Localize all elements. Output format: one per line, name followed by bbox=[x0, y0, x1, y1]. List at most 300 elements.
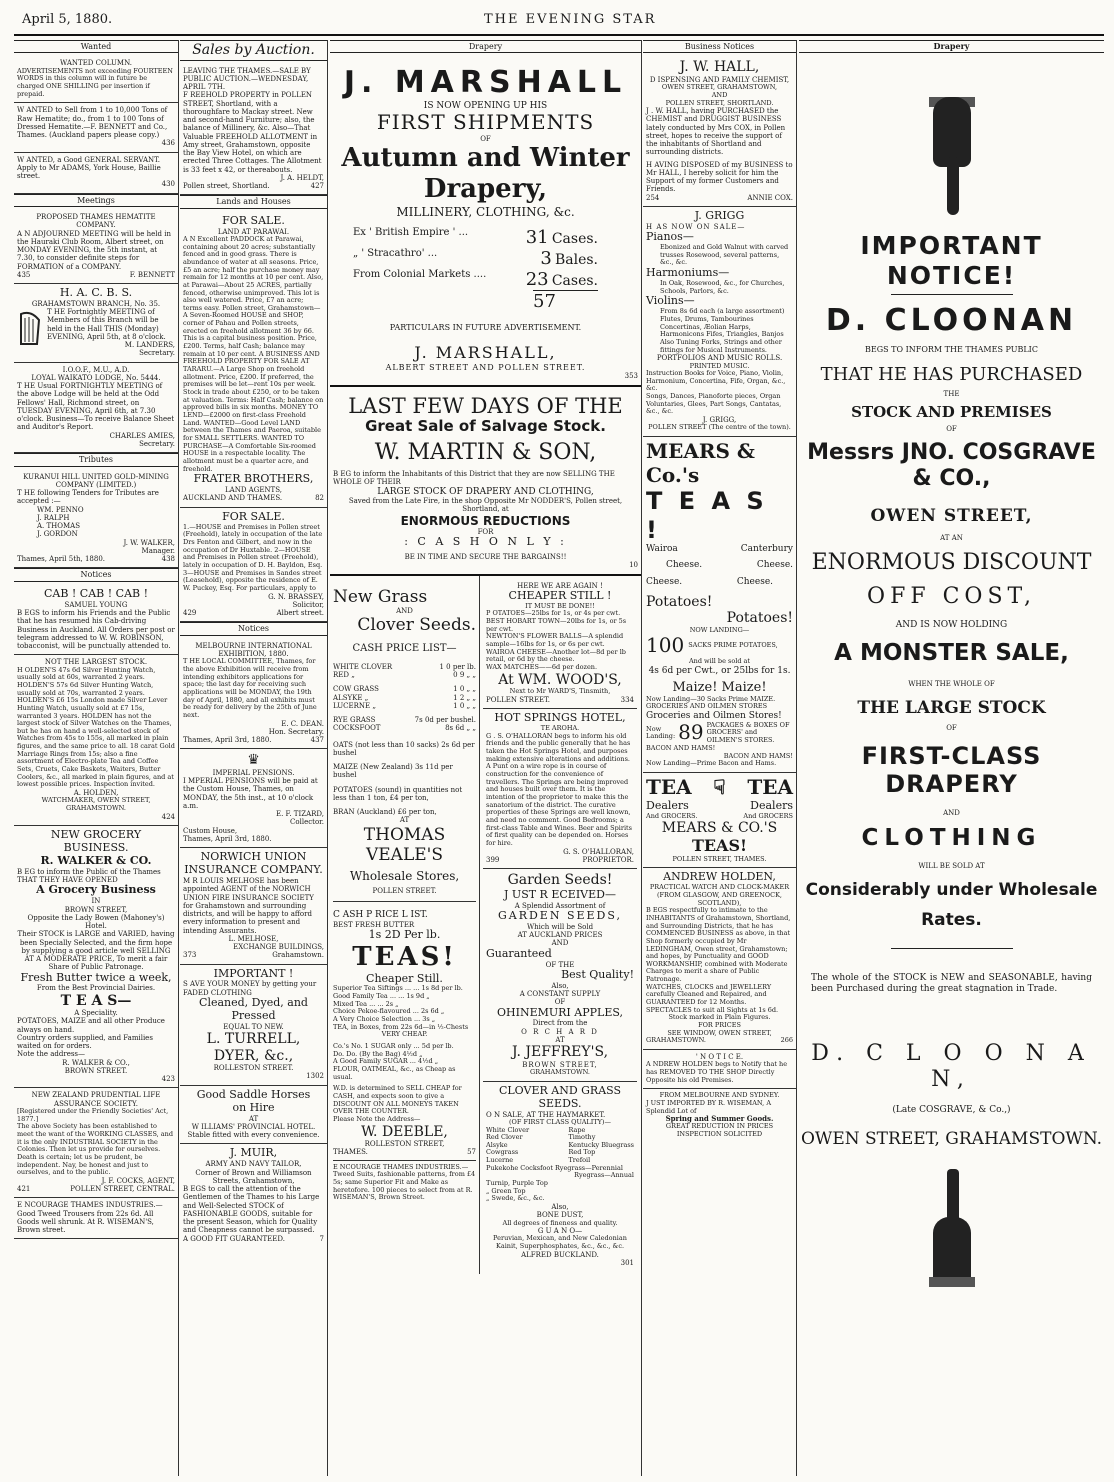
section-header-business: Business Notices bbox=[643, 40, 796, 53]
section-header-auction: Sales by Auction. bbox=[180, 40, 327, 61]
ad-text: ADVERTISEMENTS not exceeding FOURTEEN WORDS in this column will in future be charged ONE SHILLING per insertion if prepaid. bbox=[17, 66, 173, 98]
ad-text: The above Society has been established to meet the want of the WORKING CLASSES, and it is the only INDUSTRIAL SOCIETY in the Colonies. Then let us provide for ourselves. Death is certain; let us be prudent, be independent. Nay, be honest and just to ourselves, and to the public. bbox=[17, 1122, 174, 1177]
ad-title: J. GRIGG bbox=[694, 208, 745, 222]
ad-text: Songs, Dances, Pianoforte pieces, Organ Voluntaries, Glees, Part Songs, Cantatas, &c., &c. bbox=[646, 392, 782, 416]
ad-title: I.O.O.F., M.U., A.D. bbox=[62, 365, 130, 374]
ad-veale-seeds bbox=[330, 576, 480, 1275]
ad-address: BROWN STREET, bbox=[522, 1060, 598, 1069]
ad-text: H AVING DISPOSED of my BUSINESS to Mr HALL, I hereby solicit for him the Support of my former Customers and Friends. bbox=[646, 160, 793, 194]
section-header-drapery: Drapery bbox=[330, 40, 641, 53]
ad-address: POLLEN STREET. bbox=[486, 695, 551, 704]
ad-signature: ANNIE COX. bbox=[747, 193, 793, 202]
ad-text: A Splendid Assortment of bbox=[514, 901, 606, 910]
ad-title: HERE WE ARE AGAIN ! bbox=[517, 581, 603, 590]
ad-subtitle: R. WALKER & CO. bbox=[40, 853, 152, 867]
ad-text: OF bbox=[480, 135, 491, 144]
list-item: Alsyke bbox=[486, 1140, 508, 1149]
list-value: 1 0 „ „ bbox=[453, 701, 476, 710]
list-item: Red Clover bbox=[486, 1133, 523, 1142]
ad-text: Cheese. bbox=[756, 560, 793, 571]
list-unit: Bales. bbox=[554, 252, 598, 269]
ad-text: F REEHOLD PROPERTY in POLLEN STREET, Shortland, with a thoroughfare to Mackay street. New and second-hand Furniture; also, the balance of Millinery, &c. Also—That Valuable FREEHOLD ALLOTMENT in Amy street, Grahamstown, opposite the Bay View Hotel, on which are erected Three Cottages. The Allotment is 33 feet x 42, or thereabouts. bbox=[183, 91, 322, 174]
ad-text: Now Landing—30 Sacks Prime MAIZE. bbox=[646, 694, 776, 703]
ad-subtitle: GRAHAMSTOWN BRANCH, No. 35. bbox=[31, 299, 161, 308]
ad-text: PACKAGES & BOXES OF GROCERS' and OILMEN'S STORES. bbox=[706, 720, 790, 745]
ad-number: 353 bbox=[624, 372, 638, 381]
ad-text: AND bbox=[943, 808, 960, 817]
ad-signature: E. C. DEAN. bbox=[281, 719, 324, 728]
ad-address: BROWN STREET. bbox=[64, 1066, 128, 1075]
ad-signature: ALFRED BUCKLAND. bbox=[521, 1250, 599, 1259]
ad-number: 423 bbox=[161, 1075, 175, 1084]
list-item: Kentucky Bluegrass bbox=[568, 1140, 634, 1149]
ad-heading: Pianos— bbox=[646, 230, 694, 244]
ad-text: AND bbox=[551, 939, 569, 948]
ad-text: EQUAL TO NEW. bbox=[223, 1022, 284, 1031]
list-item: Pukekohe Cocksfoot Ryegrass—Perennial bbox=[486, 1163, 623, 1172]
ad-text: BE IN TIME AND SECURE THE BARGAINS!! bbox=[404, 553, 567, 562]
ad-text: (FROM GLASGOW, AND GREENOCK, SCOTLAND), bbox=[657, 890, 782, 907]
ad-subtitle: CASH PRICE LIST— bbox=[352, 642, 457, 654]
ad-heading: Guaranteed bbox=[486, 946, 552, 960]
list-item: WM. PENNO bbox=[37, 505, 84, 514]
ad-text: B EGS to inform his Friends and the Public that he has resumed his Cab-driving Business in Auckland. All Orders per post or telegram addressed to W. W. ROBINSON, tobacconist, will be punctually attended to. bbox=[17, 609, 175, 651]
ad-kuranui bbox=[14, 470, 178, 569]
ad-heading: Best Quality! bbox=[561, 967, 634, 981]
ad-wanted-column bbox=[14, 56, 178, 103]
ad-text: A N Excellent PADDOCK at Parawai, containing about 20 acres; substantially fenced and in good grass. There is abundance of water at all seasons. Price, £5 an acre; half the purchase money may remain for 12 months at 10 per cent. Also, at Parawai—About 25 ACRES, partially fenced, otherwise unimproved. This lot is also well watered. Price, £7 an acre; terms easy. Pollen street, Grahamstown—A Seven-Roomed HOUSE and SHOP, corner of Pahau and Pollen streets, erected on freehold allotment 36 by 66. This is a capital business position. Price, £200. Terms, half Cash; balance may remain at 10 per cent. A BUSINESS AND FREEHOLD PROPERTY FOR SALE AT TARARU.—A Large Shop on freehold allotment. Price, £200. If preferred, the premises will be let—rent 10s per week. Stock in trade about £250, or to be taken at valuation. Terms: Half Cash; balance on approved bills in six months. MONEY TO LEND—£2000 on first-class Freehold Land. WANTED—Good Level LAND between the Thames and Paeroa, suitable for SMALL SETTLERS. WANTED TO PURCHASE—A Comfortable Six-roomed HOUSE in a respectable locality. The allotment must be a quarter acre, and freehold. bbox=[183, 234, 324, 473]
ad-title: H. A. C. B. S. bbox=[59, 286, 133, 299]
ad-text: FOR PRICES bbox=[698, 1021, 741, 1030]
ad-deeble-teas bbox=[333, 910, 476, 1202]
ad-walker-grocery bbox=[14, 826, 178, 1089]
ad-wiseman-goods bbox=[643, 1089, 796, 1143]
ad-text: All degrees of fineness and quality. bbox=[502, 1218, 618, 1227]
ad-subtitle: LAND AT PARAWAI. bbox=[217, 227, 290, 236]
ad-text: Peruvian, Mexican, and New Caledonian Kainit, Superphosphates, &c., &c., &c. bbox=[493, 1234, 627, 1251]
ad-heading: GARDEN SEEDS, bbox=[497, 908, 623, 922]
list-item: „ Green Top bbox=[486, 1186, 526, 1195]
ad-number: 436 bbox=[161, 139, 175, 148]
ad-heading: ENORMOUS REDUCTIONS bbox=[400, 513, 571, 528]
ad-address: POLLEN STREET. bbox=[333, 887, 476, 902]
ad-text: Please Note the Address— bbox=[333, 1114, 421, 1123]
ad-address: Albert street. bbox=[276, 609, 324, 618]
ad-heading: Groceries and Oilmen Stores! bbox=[646, 710, 782, 721]
section-header-lands: Lands and Houses bbox=[180, 195, 327, 208]
ad-role: Hon. Secretary. bbox=[268, 727, 324, 736]
ad-heading: Considerably under Wholesale bbox=[805, 880, 1098, 901]
ad-number: 334 bbox=[620, 695, 634, 704]
ad-address: POLLEN STREET, CENTRAL. bbox=[70, 1185, 175, 1194]
ad-text: Saved from the Late Fire, in the shop Opposite Mr NODDER'S, Pollen street, Shortland, at bbox=[348, 497, 623, 514]
ad-text: 1.—HOUSE and Premises in Pollen street (Freehold), lately in occupation of the late Drs Fenton and Gilbert, and now in the occupation of Dr Huxtable. 2—HOUSE and Premises in Pollen street (Freehold), lately in occupation of D. H. Bayldon, Esq. 3—HOUSE and Premises in Sandes street (Leasehold), opposite the residence of E. W. Puckey, Esq. For particulars, apply to bbox=[183, 522, 323, 592]
harp-icon bbox=[17, 310, 43, 346]
ad-signature: FRATER BROTHERS, bbox=[193, 472, 314, 486]
ad-heading: T E A S ! bbox=[646, 487, 768, 544]
ad-text: T HE LOCAL COMMITTEE, Thames, for the above Exhibition will receive from intending exhibitors applications for space; the last day for receiving such applications will be MONDAY, the 19th day of April, 1880, and all exhibits must be ready for delivery by the 25th of June next. bbox=[183, 657, 317, 719]
ad-signature: L. TURRELL, bbox=[206, 1031, 301, 1048]
ad-heading: Spring and Summer Goods. bbox=[665, 1114, 774, 1124]
pointing-hand-icon bbox=[917, 97, 987, 217]
ad-text: BROWN STREET, bbox=[64, 905, 128, 914]
ad-text: Which will be Sold bbox=[526, 922, 594, 931]
ad-number: 7 bbox=[319, 1234, 324, 1243]
ad-title: Good Saddle Horses bbox=[196, 1087, 311, 1101]
ad-role: ARMY AND NAVY TAILOR, bbox=[205, 1160, 302, 1169]
ad-text: POTATOES, MAIZE and all other Produce always on hand. bbox=[17, 1017, 165, 1034]
list-item: Co.'s No. 1 SUGAR only ... 5d per lb. bbox=[333, 1042, 454, 1051]
ad-heading: Autumn and Winter Drapery, bbox=[341, 143, 630, 204]
list-label: „ ' Stracathro' ... bbox=[353, 248, 438, 260]
list-item: FLOUR, OATMEAL, &c., as Cheap as usual. bbox=[333, 1065, 456, 1081]
ad-hematite-sale bbox=[14, 103, 178, 152]
ad-heading: STOCK AND PREMISES bbox=[851, 402, 1052, 421]
ad-title: FROM MELBOURNE AND SYDNEY. bbox=[659, 1091, 780, 1100]
ad-text: W ANTED, a Good GENERAL SERVANT. Apply to Mr ADAMS, York House, Baillie street. bbox=[17, 155, 161, 181]
ad-text: E NCOURAGE THAMES INDUSTRIES.—Tweed Suits, fashionable patterns, from £4 5s; same Superior Fit and Make as heretofore. 100 pieces to select from at R. WISEMAN'S, Brown Street. bbox=[333, 1162, 476, 1202]
ad-title: CAB ! CAB ! CAB ! bbox=[43, 586, 149, 600]
ad-text: Cheese. bbox=[736, 577, 773, 588]
list-qty: 23 bbox=[525, 269, 549, 291]
ad-text: AT AN bbox=[940, 533, 963, 542]
ad-text: AT bbox=[248, 1114, 259, 1123]
ad-heading: OFF COST, bbox=[867, 583, 1036, 609]
ad-text: AND IS NOW HOLDING bbox=[895, 619, 1008, 630]
ad-text: GREAT REDUCTION IN PRICES INSPECTION SOLICITED bbox=[665, 1122, 774, 1139]
ad-text: E NCOURAGE THAMES INDUSTRIES.—Good Tweed Trousers from 22s 6d. All Goods well shrunk. At R. WISEMAN'S, Brown street. bbox=[17, 1201, 163, 1235]
ad-title: KURANUI HILL UNITED GOLD-MINING COMPANY (LIMITED.) bbox=[23, 472, 169, 489]
ad-heading: FIRST-CLASS DRAPERY bbox=[861, 742, 1042, 799]
ad-role: Secretary. bbox=[139, 439, 175, 448]
ad-signature: THOMAS VEALE'S bbox=[363, 824, 446, 865]
ad-subtitle: CHEAPER STILL ! bbox=[508, 588, 612, 602]
ad-text: GROCERIES AND OILMEN STORES bbox=[646, 702, 768, 711]
ad-signature: J. JEFFREY'S, bbox=[511, 1044, 609, 1061]
list-unit: Cases. bbox=[551, 230, 598, 247]
ad-text: Dealers bbox=[750, 798, 793, 812]
ad-heading: Potatoes! bbox=[726, 610, 793, 627]
ad-role: Secretary. bbox=[139, 349, 175, 358]
ad-heading: TEA bbox=[747, 775, 793, 800]
ad-address: ALBERT STREET AND POLLEN STREET. bbox=[385, 363, 586, 373]
ad-text: IN bbox=[91, 897, 101, 906]
ad-text: W.D. is determined to SELL CHEAP for CASH, and expects soon to give a DISCOUNT ON ALL MONEYS TAKEN OVER THE COUNTER. bbox=[333, 1084, 462, 1116]
ad-heading: TEAS! bbox=[352, 941, 457, 972]
ad-address: OWEN STREET, GRAHAMSTOWN. bbox=[800, 1129, 1103, 1150]
list-value: 8s 6d „ „ bbox=[445, 724, 476, 733]
ad-mears-teas bbox=[643, 437, 796, 773]
ad-wood-produce bbox=[483, 579, 637, 710]
ad-title: J. MARSHALL bbox=[343, 65, 628, 101]
ad-text: OATS (not less than 10 sacks) 2s 6d per bushel bbox=[333, 740, 475, 757]
ad-title: IMPERIAL PENSIONS. bbox=[212, 768, 295, 777]
ad-text: Cheese. bbox=[666, 560, 703, 571]
ad-text: Now Landing: bbox=[646, 724, 676, 741]
list-item: Lucerne bbox=[486, 1156, 514, 1165]
ad-buckland-seeds bbox=[483, 1082, 637, 1272]
ad-text: WATCHES, CLOCKS and JEWELLERY carefully Cleaned and Repaired, and GUARANTEED for 12 Months. SPECTACLES to suit all Sights at 1s 6d. bbox=[646, 982, 779, 1014]
column-3 bbox=[330, 40, 642, 1476]
col3-right bbox=[480, 576, 640, 1275]
ad-andrew-holden bbox=[643, 868, 796, 1050]
ad-text: B EG to inform the Inhabitants of this District that they are now SELLING THE WHOLE OF THEIR bbox=[333, 470, 615, 487]
ad-text: Stable fitted with every convenience. bbox=[187, 1131, 320, 1140]
ad-subtitle: LOYAL WAIKATO LODGE, No. 5444. bbox=[31, 373, 161, 382]
section-header-wanted: Wanted bbox=[14, 40, 178, 53]
ad-text: From the Best Provincial Dairies. bbox=[36, 984, 156, 993]
ad-text: OF THE bbox=[545, 960, 575, 969]
ad-text: OF bbox=[554, 998, 566, 1007]
ad-number: 373 bbox=[183, 951, 197, 960]
ad-text: And GROCERS. bbox=[646, 811, 698, 820]
ad-frater-brothers bbox=[180, 212, 327, 508]
ad-address: POLLEN STREET (The centre of the town). bbox=[648, 423, 791, 432]
ad-signature: E. F. TIZARD, bbox=[276, 810, 324, 819]
ad-title: ANDREW HOLDEN, bbox=[663, 870, 776, 884]
ad-text: A NDREW HOLDEN begs to Notify that he has REMOVED TO THE SHOP Directly Opposite his old Premises. bbox=[646, 1060, 788, 1084]
list-value: 7s 0d per bushel. bbox=[414, 716, 476, 724]
list-item: P OTATOES—25lbs for 1s, or 4s per cwt. bbox=[486, 609, 621, 618]
list-item: A. THOMAS bbox=[37, 522, 81, 531]
ad-number: 435 bbox=[17, 270, 31, 279]
ad-text: AT bbox=[555, 1035, 565, 1044]
ad-title: Garden Seeds! bbox=[507, 872, 613, 889]
ad-heading: OHINEMURI APPLES, bbox=[497, 1005, 623, 1019]
ad-text: BONE DUST, bbox=[536, 1211, 584, 1220]
ad-number: 89 bbox=[678, 720, 704, 745]
list-total: 57 bbox=[533, 290, 598, 312]
ad-address: AUCKLAND AND THAMES. bbox=[183, 494, 283, 503]
ad-title: Clover Seeds. bbox=[357, 614, 476, 635]
ad-place: THAMES. bbox=[333, 1148, 368, 1157]
ad-text: Dealers bbox=[646, 798, 689, 812]
section-header-meetings: Meetings bbox=[14, 194, 178, 207]
ad-heading: Potatoes! bbox=[646, 593, 713, 610]
notice-headline: IMPORTANT NOTICE! bbox=[860, 231, 1043, 290]
ad-subtitle: TE AROHA. bbox=[540, 724, 580, 733]
ad-text: A CONSTANT SUPPLY bbox=[519, 990, 601, 999]
ad-text: AND bbox=[396, 606, 413, 615]
ad-title: FOR SALE. bbox=[222, 509, 285, 523]
ad-martin-salvage bbox=[330, 387, 641, 576]
ad-text: PORTFOLIOS AND MUSIC ROLLS. bbox=[656, 354, 783, 363]
list-value: 1 0 „ „ bbox=[453, 685, 476, 694]
ad-text: (Late COSGRAVE, & Co.,) bbox=[892, 1104, 1011, 1115]
ad-heading: THAT HE HAS PURCHASED bbox=[820, 364, 1083, 386]
ad-number: 82 bbox=[315, 494, 324, 503]
ad-text: IS NOW OPENING UP HIS bbox=[423, 100, 548, 111]
list-value: 1 0 per lb. bbox=[439, 662, 476, 671]
ad-text: BRAN (Auckland) £6 per ton, bbox=[333, 808, 437, 816]
ad-number: 429 bbox=[183, 609, 197, 618]
ad-subtitle: J UST R ECEIVED— bbox=[504, 887, 616, 901]
ad-text: OF bbox=[946, 425, 957, 434]
list-value: 0 9 „ „ bbox=[453, 671, 476, 679]
masthead bbox=[14, 6, 1104, 36]
list-unit: Cases. bbox=[551, 273, 598, 290]
list-label: From Colonial Markets .... bbox=[353, 269, 487, 281]
newspaper-title: THE EVENING STAR bbox=[484, 12, 657, 27]
ad-signature: J. W. WALKER, bbox=[123, 538, 175, 547]
ad-heading: Cleaned, Dyed, and Pressed bbox=[199, 995, 308, 1022]
list-item: WAX MATCHES——6d per dozen. bbox=[486, 663, 598, 672]
ad-text: W ILLIAMS' PROVINCIAL HOTEL. bbox=[191, 1122, 316, 1131]
ad-text: BEST FRESH BUTTER bbox=[333, 920, 415, 929]
ad-text: BEGS TO INFORM THE THAMES PUBLIC bbox=[865, 344, 1038, 354]
ad-text: [Registered under the Friendly Societies' Act, 1877.] bbox=[17, 1106, 169, 1123]
ad-text: Stock marked in Plain Figures. bbox=[668, 1013, 771, 1022]
list-item: White Clover bbox=[486, 1125, 530, 1134]
list-label: COCKSFOOT bbox=[333, 724, 381, 733]
list-item: Turnip, Purple Top bbox=[486, 1179, 548, 1188]
list-item: Mixed Tea ... ... 2s „ bbox=[333, 999, 399, 1008]
issue-date: April 5, 1880. bbox=[22, 12, 113, 27]
ad-signature: M. LANDERS, bbox=[124, 341, 175, 350]
ad-text: BACON AND HAMS! bbox=[723, 751, 793, 760]
ad-text: And GROCERS bbox=[743, 811, 793, 820]
ad-number: 254 bbox=[646, 193, 660, 202]
ad-number: 438 bbox=[161, 555, 175, 564]
list-item: Do. Do. (By the Bag) 4½d „ bbox=[333, 1049, 423, 1058]
ad-text: Note the address— bbox=[17, 1050, 86, 1059]
ad-title: MELBOURNE INTERNATIONAL EXHIBITION, 1880. bbox=[195, 641, 312, 659]
ad-general-servant bbox=[14, 153, 178, 194]
list-item: A Good Family SUGAR ... 4½d „ bbox=[333, 1057, 439, 1066]
ad-title: LAST FEW DAYS OF THE bbox=[348, 393, 623, 418]
pointing-hand-icon bbox=[917, 1169, 987, 1289]
ad-text: In Oak, Rosewood, &c., for Churches, Schools, Parlors, &c. bbox=[660, 279, 785, 295]
ad-text: T HE Usual FORTNIGHTLY MEETING of the above Lodge will be held at the Odd Fellows' Hall, Richmond street, on TUESDAY EVENING, April 6th, at 7.30 o'clock. Business—To receive Balance Sheet and Auditor's Report. bbox=[17, 382, 175, 432]
ad-grigg-music bbox=[643, 207, 796, 437]
list-label: WHITE CLOVER bbox=[333, 662, 393, 671]
list-item: J. RALPH bbox=[37, 513, 70, 522]
ad-title: ' N O T I C E. bbox=[695, 1053, 744, 1062]
ad-text: Cheese. bbox=[646, 577, 683, 588]
ad-signature: G. S. O'HALLORAN, bbox=[563, 847, 634, 856]
ad-holden-notice bbox=[643, 1050, 796, 1089]
ad-title: IMPORTANT ! bbox=[213, 966, 294, 980]
ad-title: MEARS & Co.'s bbox=[646, 439, 755, 487]
list-item bbox=[353, 269, 598, 290]
ad-text: Their STOCK is LARGE and VARIED, having been Specially Selected, and the firm hope by supplying a good article well SELLING AT A MODERATE PRICE, To merit a fair Share of Public Patronage. bbox=[17, 930, 175, 972]
ad-text: And will be sold at bbox=[688, 656, 751, 665]
ad-title: PROPOSED THAMES HEMATITE COMPANY. bbox=[36, 213, 156, 230]
ad-role: DYER, &c., bbox=[213, 1047, 294, 1064]
ad-signature: J. F. COCKS, AGENT, bbox=[101, 1176, 175, 1185]
ad-marshall bbox=[330, 56, 641, 386]
ad-title: NEW GROCERY BUSINESS. bbox=[50, 827, 142, 854]
ad-jeffrey-seeds bbox=[483, 869, 637, 1082]
ad-text: H OLDEN'S 47s 6d Silver Hunting Watch, usually sold at 60s, warranted 2 years. HOLDEN'S 57s 6d Silver Hunting Watch, usually sold at 70s, warranted 2 years. HOLDEN'S £6 15s London made Silver Lever Hunting Watch, usually sold at £7 15s, warranted 3 years. HOLDEN has not the largest stock of Silver Watches on the Thames, but he has on hand a well-selected stock of Watches from 45s to 155s, all marked in plain figures, and the same price to all. 18 carat Gold Marriage Rings from 15s; also a fine assortment of Electro-plate Tea and Coffee Sets, Cruets, Cake Baskets, Waiters, Butter Coolers, &c., all marked in plain figures, and at lowest possible prices. Inspection invited. bbox=[17, 665, 175, 789]
list-item: Rape bbox=[568, 1125, 586, 1134]
ad-role: Solicitor, bbox=[292, 600, 324, 609]
ad-text: PARTICULARS IN FUTURE ADVERTISEMENT. bbox=[389, 322, 582, 332]
ad-text: AND bbox=[711, 90, 728, 99]
ad-role: PROPRIETOR. bbox=[582, 855, 634, 864]
ad-title: NORWICH UNION INSURANCE COMPANY. bbox=[184, 850, 323, 877]
ad-role: Collector. bbox=[290, 818, 324, 827]
ad-title: FOR SALE. bbox=[222, 213, 285, 227]
ad-number: 100 bbox=[646, 633, 685, 658]
ad-hematite-company bbox=[14, 210, 178, 284]
column-1 bbox=[14, 40, 179, 1476]
ad-text: WHEN THE WHOLE OF bbox=[908, 679, 995, 688]
list-item: A Very Choice Selection ... 3s „ bbox=[333, 1015, 436, 1024]
ad-heading: ENORMOUS DISCOUNT bbox=[811, 549, 1092, 575]
ad-title: NOT THE LARGEST STOCK. bbox=[44, 658, 148, 667]
merchant-name: D. C L O O N A N, bbox=[811, 1040, 1092, 1092]
ad-number: 10 bbox=[629, 561, 638, 570]
ad-heading: Harmoniums— bbox=[646, 266, 730, 280]
ad-heading: Violins— bbox=[646, 294, 695, 308]
ad-heading: FIRST SHIPMENTS bbox=[376, 110, 595, 135]
newspaper-page bbox=[14, 6, 1104, 1476]
ad-hot-springs bbox=[483, 709, 637, 869]
ad-place: GRAHAMSTOWN. bbox=[646, 1036, 706, 1045]
ad-text: Now Landing—Prime Bacon and Hams. bbox=[646, 759, 777, 768]
ad-date: Thames, April 3rd, 1880. bbox=[183, 736, 272, 745]
ad-title: J. W. HALL, bbox=[679, 59, 760, 76]
ad-text: OF bbox=[946, 723, 957, 732]
ad-date: Thames, April 5th, 1880. bbox=[17, 555, 106, 564]
ad-subtitle: on Hire bbox=[232, 1100, 275, 1114]
ad-wiseman-trousers bbox=[14, 1198, 178, 1239]
list-item: TEA, in Boxes, from 22s 6d—in ½-Chests bbox=[333, 1022, 469, 1031]
ad-text: G U A N O— bbox=[537, 1227, 583, 1236]
ad-heading: TEAS! bbox=[691, 835, 748, 855]
list-label: RED „ bbox=[333, 671, 355, 679]
ad-saddle-horses bbox=[180, 1086, 327, 1145]
ad-subtitle: Great Sale of Salvage Stock. bbox=[365, 417, 606, 436]
ad-number: 421 bbox=[17, 1185, 31, 1194]
list-item: Cowgrass bbox=[486, 1148, 519, 1157]
ad-heading: A MONSTER SALE, bbox=[834, 640, 1069, 667]
ad-text: Wairoa bbox=[646, 543, 678, 554]
ad-price: 4s 6d per Cwt., or 25lbs for 1s. bbox=[648, 665, 791, 676]
list-qty: 3 bbox=[540, 248, 552, 270]
ad-text: I MPERIAL PENSIONS will be paid at the Custom House, Thames, on MONDAY, the 5th inst., at 10 o'clock a.m. bbox=[183, 777, 318, 810]
ad-text: Ebonized and Gold Walnut with carved trusses Rosewood, several patterns, &c., &c. bbox=[660, 243, 789, 267]
ad-signature: J. MARSHALL, bbox=[414, 343, 557, 363]
ad-text: From 8s 6d each (a large assortment) Flutes, Drums, Tambourines Concertinas, Æolian Harps, Harmonicons Fifes, Triangles, Banjos Also Tuning Forks, Strings and other fittings for Musical Instruments. bbox=[660, 307, 785, 354]
ad-number: 266 bbox=[780, 1036, 793, 1045]
ad-text: WILL BE SOLD AT bbox=[918, 862, 985, 871]
section-header-notices: Notices bbox=[14, 568, 178, 581]
ad-text: LARGE STOCK OF DRAPERY AND CLOTHING, bbox=[377, 486, 594, 497]
ad-address: Pollen street, Shortland. bbox=[183, 182, 270, 191]
ad-title: NEW ZEALAND PRUDENTIAL LIFE ASSURANCE SOCIETY. bbox=[31, 1091, 161, 1108]
ad-text: O R C H A R D bbox=[521, 1027, 599, 1036]
ad-number: 57 bbox=[467, 1148, 476, 1157]
ad-text: T HE Fortnightly MEETING of Members of this Branch will be held in the Hall THIS (Monday) EVENING, April 5th, at 8 o'clock. bbox=[47, 308, 166, 341]
ad-address: POLLEN STREET, THAMES. bbox=[672, 854, 767, 863]
ad-text: SACKS PRIME POTATOES, bbox=[688, 641, 778, 650]
ad-address: Corner of Brown and Williamson Streets, Grahamstown, bbox=[195, 1168, 312, 1185]
ad-number: 1302 bbox=[306, 1072, 324, 1081]
list-item: Timothy bbox=[568, 1133, 596, 1142]
section-header-drapery: Drapery bbox=[799, 40, 1104, 53]
ad-text: (OF FIRST CLASS QUALITY)— bbox=[509, 1117, 611, 1126]
crown-icon: ♛ bbox=[247, 752, 260, 769]
section-header-tributes: Tributes bbox=[14, 453, 178, 466]
ad-title: WANTED COLUMN. bbox=[60, 59, 132, 68]
ad-turrell-dyer bbox=[180, 965, 327, 1086]
ad-text: THE bbox=[943, 389, 960, 398]
ad-address: Custom House, bbox=[183, 826, 238, 835]
ad-text: PRINTED MUSIC. bbox=[689, 361, 750, 370]
ad-text: Also, bbox=[551, 981, 569, 990]
